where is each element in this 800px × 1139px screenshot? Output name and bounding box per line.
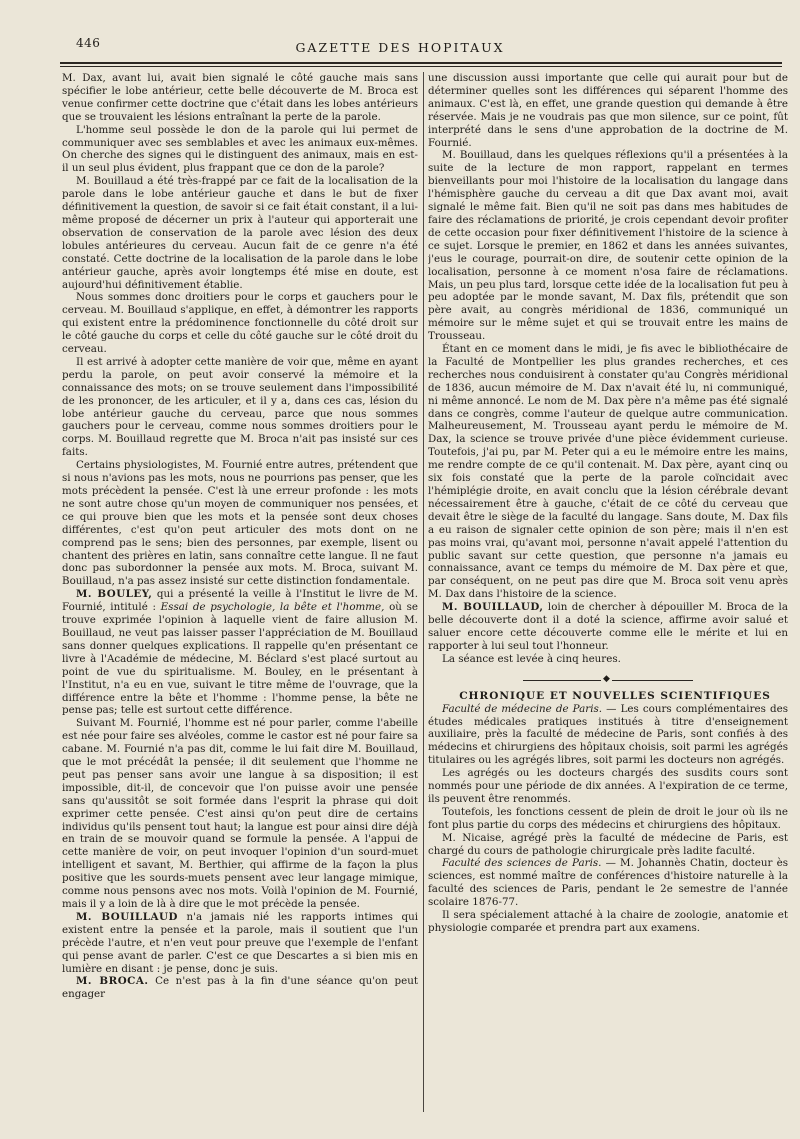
page-number: 446 [76, 36, 101, 50]
paragraph: Certains physiologistes, M. Fournié entre autres, prétendent que si nous n'avions pas les mots, nous ne pourrions pas penser, que les mots précèdent la pensée. C'est là une erreur profonde : les mots ne sont autre chose qu'un moyen de communiquer nos pensées, et ce qui prouve bien que les mots et la pensée sont deux choses différentes, c'est qu'on peut articuler des mots dont on ne comprend pas le sens; bien des personnes, par exemple, lisent ou chantent des prières en latin, sans connaître cette langue. Il ne faut donc pas subordonner la pensée aux mots. M. Broca, suivant M. Bouillaud, n'a pas assez insisté sur cette distinction fondamentale. [62, 459, 418, 588]
paragraph [62, 911, 418, 976]
paragraph [428, 703, 788, 768]
paragraph: La séance est levée à cinq heures. [442, 652, 621, 665]
paragraph-text: où se trouve exprimée l'opinion à laquelle vient de faire allusion M. Bouillaud, ne veut pas laisser passer l'appréciation de M. Bouillaud sans donner quelques explications. Il rappelle qu'en présentant ce livre à l'Académie de médecine, M. Béclard s'est placé surtout au point de vue du spiritualisme. M. Bouley, en le présentant à l'Institut, n'a eu en vue, suivant le titre même de l'ouvrage, que la différence entre la bête et l'homme : l'homme pense, la bête ne pense pas; telle est surtout cette différence. [62, 601, 418, 717]
paragraph: Les agrégés ou les docteurs chargés des susdits cours sont nommés pour une période de dix années. A l'expiration de ce terme, ils peuvent être renommés. [428, 767, 788, 805]
paragraph-text: loin de chercher à dépouiller M. Broca de la belle découverte dont il a doté la science, affirme avoir salué et saluer encore cette découverte comme elle le mérite et lui en rapporter à lui seul tout l'honneur. [428, 601, 788, 652]
paragraph: Étant en ce moment dans le midi, je fis avec le bibliothécaire de la Faculté de Montpellier les plus grandes recherches, et ces recherches nous conduisirent à constater qu'au Congrès méridional de 1836, aucun mémoire de M. Dax n'avait été lu, ni communiqué, ni même annoncé. Le nom de M. Dax père n'a même pas été signalé dans ce congrès, comme l'auteur de quelque autre communication. Malheureusement, M. Trousseau ayant perdu le mémoire de M. Dax, la science se trouve privée d'une pièce évidemment curieuse. Toutefois, j'ai pu, par M. Peter qui a eu le mémoire entre les mains, me rendre compte de ce qu'il contenait. M. Dax père, ayant cinq ou six fois constaté que la perte de la parole coïncidait avec l'hémiplégie droite, en avait conclu que la lésion cérébrale devant nécessairement être à gauche, c'était de ce côté du cerveau que devait être le siège de la faculté du langage. Sans doute, M. Dax fils a eu raison de signaler cette opinion de son père; mais il n'en est pas moins vrai, qu'avant moi, personne n'avait appelé l'attention du public savant sur cette question, que personne n'a jamais eu connaissance, avant ce temps du mémoire de M. Dax père et que, par conséquent, on ne peut pas dire que M. Broca soit venu après M. Dax dans l'histoire de la science. [428, 343, 788, 601]
right-column [428, 72, 788, 1134]
paragraph [62, 588, 418, 717]
paragraph: L'homme seul possède le don de la parole qui lui permet de communiquer avec ses semblables et avec les animaux eux-mêmes. On cherche des signes qui le distinguent des animaux, mais en est-il un seul plus évident, plus frappant que ce don de la parole? [62, 123, 418, 175]
paragraph: Il sera spécialement attaché à la chaire de zoologie, anatomie et physiologie comparée et prendra part aux examens. [428, 909, 788, 934]
paragraph: Il est arrivé à adopter cette manière de voir que, même en ayant perdu la parole, on peut avoir conservé la mémoire et la connaissance des mots; on se trouve seulement dans l'impossibilité de les prononcer, de les articuler, et il y a, dans ces cas, lésion du lobe antérieur gauche du cerveau, parce que nous sommes gauchers pour le cerveau, comme nous sommes droitiers pour le corps. M. Bouillaud regrette que M. Broca n'ait pas insisté sur ces faits. [62, 355, 418, 459]
header-rule-thin [60, 66, 782, 67]
section-heading: CHRONIQUE ET NOUVELLES SCIENTIFIQUES [459, 689, 771, 702]
section-ornament [523, 680, 693, 682]
paragraph-text: — M. Johannès Chatin, docteur ès sciences, est nommé maître de conférences d'histoire naturelle à la faculté des sciences de Paris, pendant le 2e semestre de l'année scolaire 1876-77. [428, 857, 788, 909]
journal-title: GAZETTE DES HOPITAUX [295, 40, 505, 55]
header-rule [60, 62, 782, 64]
speaker-name: M. BOUILLAUD, [442, 601, 544, 614]
paragraph [428, 857, 788, 909]
paragraph: M. Bouillaud, dans les quelques réflexions qu'il a présentées à la suite de la lecture de mon rapport, rappelant en termes bienveillants pour moi l'histoire de la localisation du langage dans l'hémisphère gauche du cerveau a dit que Dax avant moi, avait signalé le même fait. Bien qu'il ne soit pas dans mes habitudes de faire des réclamations de priorité, je crois cependant devoir profiter de cette occasion pour fixer définitivement l'histoire de la science à ce sujet. Lorsque le premier, en 1862 et dans les années suivantes, j'eus le courage, pourrait-on dire, de soutenir cette opinion de la localisation, personne à ce moment n'osa faire de réclamations. Mais, un peu plus tard, lorsque cette idée de la localisation fut peu à peu adoptée par le monde savant, M. Dax fils, prétendit que son père avait, au congrès méridional de 1836, communiqué un mémoire sur le même sujet et qui se trouvait entre les mains de Trousseau. [428, 149, 788, 343]
paragraph-text: Ce n'est pas à la fin d'une séance qu'on peut engager [62, 975, 418, 1001]
paragraph-text: qui a présenté la veille à l'Institut le livre de M. Fournié, intitulé : [62, 588, 418, 614]
speaker-name: M. BOUILLAUD [76, 910, 178, 923]
paragraph: Suivant M. Fournié, l'homme est né pour parler, comme l'abeille est née pour faire ses alvéoles, comme le castor est né pour faire sa cabane. M. Fournié n'a pas dit, comme le lui fait dire M. Bouillaud, que le mot précédât la pensée; il dit seulement que l'homme ne peut pas penser sans avoir une langue à sa disposition; il est impossible, dit-il, de concevoir que l'on puisse avoir une pensée sans qu'aussitôt se soit formée dans l'esprit la phrase qui doit exprimer cette pensée. C'est ainsi qu'on peut dire de certains individus qu'ils pensent tout haut; la langue est pour ainsi dire déjà en train de se mouvoir quand se formule la pensée. A l'appui de cette manière de voir, on peut invoquer l'opinion d'un sourd-muet intelligent et savant, M. Berthier, qui affirme de la façon la plus positive que les sourds-muets pensent avec leur langage mimique, comme nous pensons avec nos mots. Voilà l'opinion de M. Fournié, mais il y a loin de là à dire que le mot précède la pensée. [62, 717, 418, 910]
book-title: Essai de psychologie, la bête et l'homme, [160, 601, 385, 614]
paragraph-text: — Les cours complémentaires des études médicales pratiques institués à titre d'enseignement auxiliaire, près la faculté de médecine de Paris, sont confiés à des médecins et chirurgiens des hôpitaux choisis, soit parmi les agrégés titulaires ou les agrégés libres, soit parmi les docteurs non agrégés. [428, 702, 788, 767]
paragraph: Toutefois, les fonctions cessent de plein de droit le jour où ils ne font plus partie du corps des médecins et chirurgiens des hôpitaux. [428, 805, 788, 831]
paragraph: une discussion aussi importante que celle qui aurait pour but de déterminer quelles sont les différences qui séparent l'homme des animaux. C'est là, en effet, une grande question qui demande à être réservée. Mais je ne voudrais pas que mon silence, sur ce point, fût interprété dans le sens d'une approbation de la doctrine de M. Fournié. [428, 72, 788, 149]
paragraph [62, 975, 418, 1001]
column-divider [423, 72, 424, 1112]
paragraph: M. Bouillaud a été très-frappé par ce fait de la localisation de la parole dans le lobe antérieur gauche et dans le but de fixer définitivement la question, de savoir si ce fait était constant, il a lui-même proposé de décerner un prix à l'auteur qui apporterait une observation de conservation de la parole avec lésion des deux lobules antérieures du cerveau. Aucun fait de ce genre n'a été constaté. Cette doctrine de la localisation de la parole dans le lobe antérieur gauche, après avoir longtemps été mise en doute, est aujourd'hui définitivement établie. [62, 175, 418, 291]
news-title: Faculté de médecine de Paris. [442, 702, 603, 715]
news-title: Faculté des sciences de Paris. [442, 857, 602, 870]
paragraph-text: n'a jamais nié les rapports intimes qui existent entre la pensée et la parole, mais il soutient que l'un précède l'autre, et n'en veut pour preuve que l'exemple de l'enfant qui pense avant de parler. C'est ce que Descartes a si bien mis en lumière en disant : je pense, donc je suis. [62, 910, 418, 975]
speaker-name: M. BOULEY, [76, 588, 153, 601]
paragraph: Nous sommes donc droitiers pour le corps et gauchers pour le cerveau. M. Bouillaud s'applique, en effet, à démontrer les rapports qui existent entre la prédominence fonctionnelle du côté droit sur le côté gauche du corps et celle du côté gauche sur le côté droit du cerveau. [62, 291, 418, 356]
paragraph [428, 601, 788, 653]
speaker-name: M. BROCA. [76, 975, 149, 988]
paragraph: M. Dax, avant lui, avait bien signalé le côté gauche mais sans spécifier le lobe antérieur, cette belle découverte de M. Broca est venue confirmer cette doctrine que c'était dans les lobes antérieurs que se trouvaient les lésions entraînant la perte de la parole. [62, 72, 418, 123]
paragraph: M. Nicaise, agrégé près la faculté de médecine de Paris, est chargé du cours de pathologie chirurgicale près ladite faculté. [428, 831, 788, 857]
left-column [62, 72, 418, 1134]
